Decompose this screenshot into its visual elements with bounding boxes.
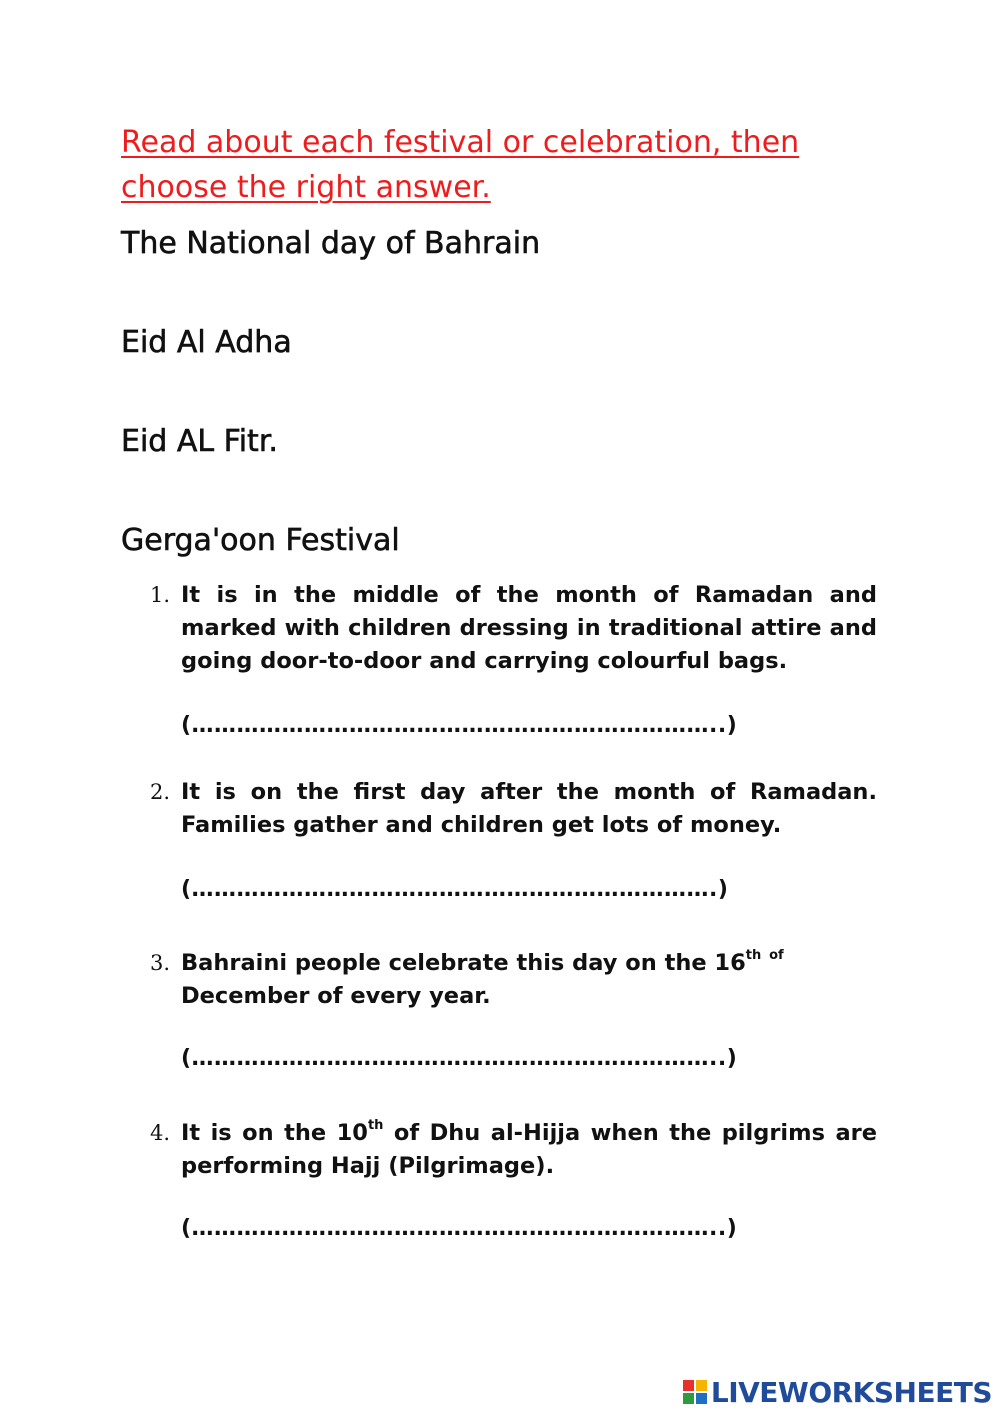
question-text-part: December of every year. [181, 983, 491, 1009]
question-3 [150, 947, 877, 1013]
question-text-part: of Dhu al-Hijja when the pilgrims are performing Hajj (Pilgrimage). [181, 1120, 877, 1179]
question-number: 4. [150, 1121, 171, 1145]
question-number: 2. [150, 780, 171, 804]
answer-blank-1[interactable]: (……………………………………………………………..) [181, 713, 738, 738]
option-gergaoon: Gerga'oon Festival [121, 523, 400, 558]
question-text: It is in the middle of the month of Ramadan and marked with children dressing in traditional attire and going door-to-door and carrying colourful bags. [181, 582, 877, 674]
question-number: 1. [150, 583, 171, 607]
ordinal-suffix: th [745, 948, 762, 963]
liveworksheets-logo [683, 1375, 992, 1409]
answer-blank-4[interactable]: (……………………………………………………………..) [181, 1216, 738, 1241]
question-number: 3. [150, 951, 171, 975]
question-text-part: Bahraini people celebrate this day on the 16 [181, 950, 746, 976]
question-4 [150, 1117, 877, 1183]
question-2 [150, 776, 877, 842]
question-text: It is on the first day after the month of Ramadan. Families gather and children get lots of money. [181, 779, 877, 838]
option-eid-al-adha: Eid Al Adha [121, 325, 292, 360]
option-national-day: The National day of Bahrain [121, 226, 541, 261]
question-text [181, 1117, 877, 1183]
question-text-part: It is on the 10 [181, 1120, 368, 1146]
question-text-part: of [769, 948, 784, 963]
answer-blank-3[interactable]: (……………………………………………………………..) [181, 1046, 738, 1071]
question-1 [150, 579, 877, 678]
ordinal-suffix: th [367, 1118, 384, 1133]
answer-blank-2[interactable]: (…………………………………………………………….) [181, 877, 729, 902]
instruction-heading: Read about each festival or celebration, then choose the right answer. [121, 125, 800, 205]
question-text [181, 947, 877, 1013]
logo-mark-icon [683, 1380, 707, 1404]
logo-text: LIVEWORKSHEETS [710, 1375, 992, 1409]
option-eid-al-fitr: Eid AL Fitr. [121, 424, 278, 459]
